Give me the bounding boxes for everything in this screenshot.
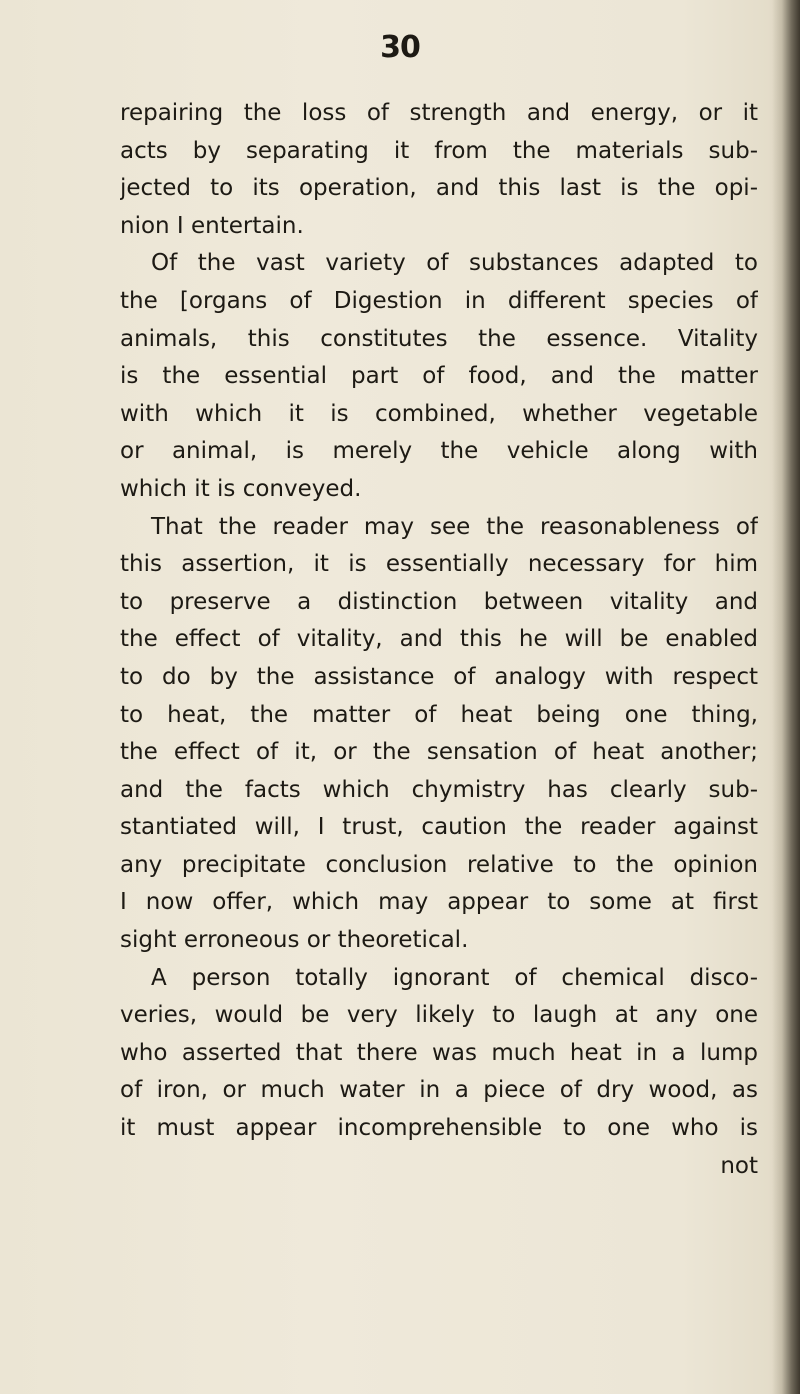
page-number: 30 — [380, 30, 420, 65]
text-line: to preserve a distinction between vitality and — [120, 588, 758, 615]
text-line: repairing the loss of strength and energy, or it — [120, 100, 758, 126]
text-line: Of the vast variety of substances adapted to — [151, 250, 758, 277]
text-line: any precipitate conclusion relative to the opinion — [120, 851, 758, 878]
text-line: which it is conveyed. — [120, 475, 362, 502]
text-line: with which it is combined, whether vegetable — [120, 400, 758, 427]
text-line: to heat, the matter of heat being one thing, — [120, 701, 758, 728]
text-line: it must appear incomprehensible to one who is — [120, 1115, 758, 1142]
text-line: nion I entertain. — [120, 212, 304, 239]
text-line: and the facts which chymistry has clearly sub- — [120, 776, 758, 803]
page-edge-shadow — [772, 0, 800, 1394]
text-line: veries, would be very likely to laugh at any one — [120, 1002, 758, 1029]
text-line: I now offer, which may appear to some at first — [120, 889, 758, 916]
text-line: who asserted that there was much heat in a lump — [120, 1039, 758, 1066]
text-line: jected to its operation, and this last is the opi- — [120, 175, 758, 202]
text-line: A person totally ignorant of chemical disco- — [151, 964, 758, 991]
text-line: the effect of it, or the sensation of heat another; — [120, 739, 758, 766]
text-line: of iron, or much water in a piece of dry wood, as — [120, 1077, 758, 1104]
text-line: acts by separating it from the materials sub- — [120, 137, 758, 164]
text-line: or animal, is merely the vehicle along with — [120, 438, 758, 465]
text-line: stantiated will, I trust, caution the reader against — [120, 814, 758, 841]
text-line: is the essential part of food, and the matter — [120, 363, 758, 390]
text-line: this assertion, it is essentially necessary for him — [120, 551, 758, 578]
catchword: not — [720, 1152, 758, 1179]
text-line: the effect of vitality, and this he will be enabled — [120, 626, 758, 653]
text-line: to do by the assistance of analogy with respect — [120, 663, 758, 690]
text-line: sight erroneous or theoretical. — [120, 927, 469, 954]
text-line: the [organs of Digestion in different species of — [120, 287, 758, 314]
text-line: That the reader may see the reasonableness of — [151, 513, 758, 540]
body-text — [120, 95, 758, 1185]
text-line: animals, this constitutes the essence. Vitality — [120, 325, 758, 352]
